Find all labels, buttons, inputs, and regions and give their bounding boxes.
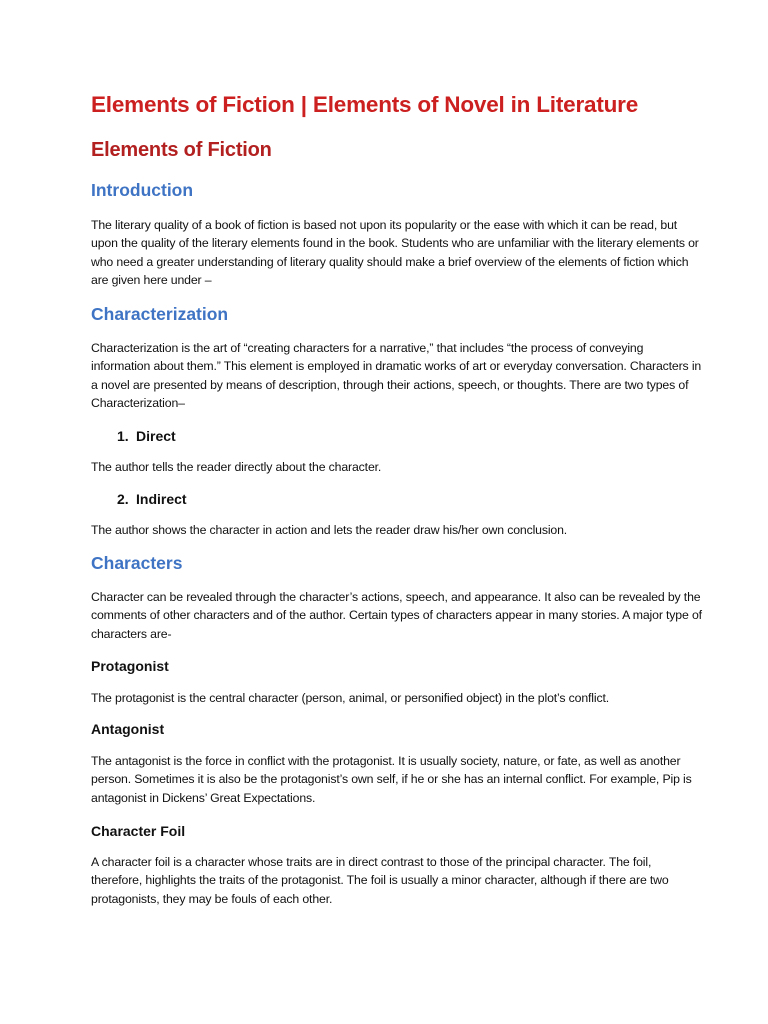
introduction-heading: Introduction <box>91 180 194 200</box>
introduction-paragraph: The literary quality of a book of fiction is based not upon its popularity or the ease with which it can be read, but upon the quality of the literary elements found in the book. Students who are unfamiliar with the literary elements or who need a greater understanding of literary quality should make a brief overview of the elements of fiction which are given here under – <box>91 218 699 288</box>
indirect-paragraph: The author shows the character in action and lets the reader draw his/her own conclusion. <box>91 523 568 537</box>
antagonist-heading: Antagonist <box>91 721 165 737</box>
direct-heading <box>117 428 176 444</box>
characterization-paragraph: Characterization is the art of “creating characters for a narrative,” that includes “the process of conveying information about them.” This element is employed in dramatic works of art or everyday conversation. Characters in a novel are presented by means of description, through their actions, speech, or thoughts. There are two types of Characterization– <box>91 341 702 411</box>
protagonist-heading: Protagonist <box>91 658 169 674</box>
character-foil-heading: Character Foil <box>91 823 186 839</box>
direct-paragraph: The author tells the reader directly about the character. <box>91 460 382 474</box>
page-title: Elements of Fiction | Elements of Novel in Literature <box>91 92 639 117</box>
indirect-heading <box>117 491 187 507</box>
character-foil-paragraph: A character foil is a character whose traits are in direct contrast to those of the principal character. The foil, therefore, highlights the traits of the protagonist. The foil is usually a minor character, although if there are two protagonists, they may be fouls of each other. <box>91 855 669 906</box>
characterization-heading: Characterization <box>91 304 229 324</box>
direct-number: 1. <box>117 428 129 444</box>
page-subtitle: Elements of Fiction <box>91 139 272 161</box>
characters-heading: Characters <box>91 553 183 573</box>
indirect-label: Indirect <box>136 491 187 507</box>
indirect-number: 2. <box>117 491 129 507</box>
characters-paragraph: Character can be revealed through the character’s actions, speech, and appearance. It also can be revealed by the comments of other characters and of the author. Certain types of characters appear in many stories. A major type of characters are- <box>91 590 702 641</box>
antagonist-paragraph: The antagonist is the force in conflict with the protagonist. It is usually society, nature, or fate, as well as another person. Sometimes it is also be the protagonist’s own self, if he or she has an internal conflict. For example, Pip is antagonist in Dickens’ Great Expectations. <box>91 754 692 805</box>
direct-label: Direct <box>136 428 176 444</box>
protagonist-paragraph: The protagonist is the central character (person, animal, or personified object) in the plot’s conflict. <box>91 691 609 705</box>
